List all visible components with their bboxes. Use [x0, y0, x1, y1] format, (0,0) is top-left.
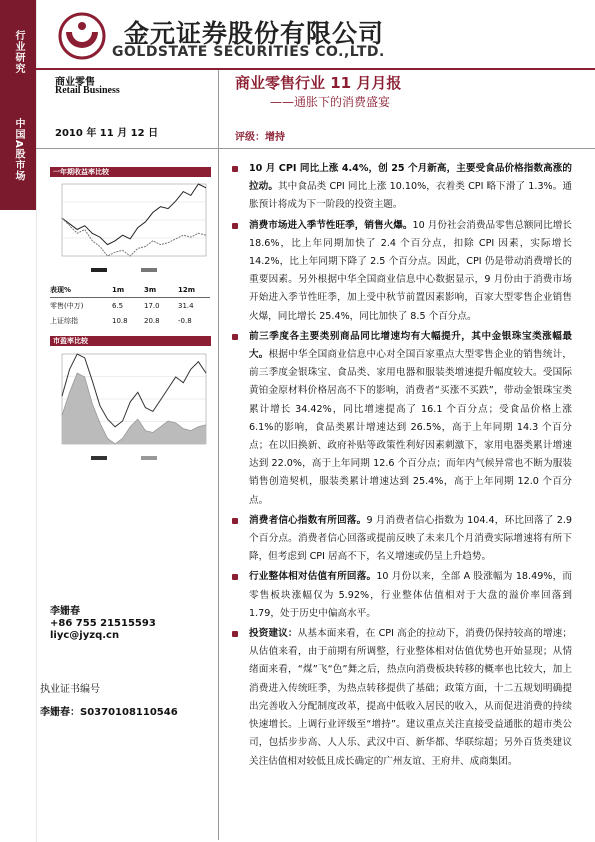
table-header-row — [50, 282, 210, 298]
bullet-lead: 消费者信心指数有所回落。 — [249, 514, 367, 526]
list-item — [232, 217, 572, 326]
bullet-lead: 10 月 CPI 同比上涨 4.4%，创 25 个月新高，主要受食品价格指数高涨的拉动。 — [249, 163, 572, 193]
yield-comparison-chart — [50, 178, 212, 278]
bullet-body: 根据中华全国商业信息中心对全国百家重点大型零售企业的销售统计，前三季度金银珠宝、食品类、家用电器和服装类增速提升幅度较大。受国际黄铂金原材料价格居高不下的影响，消费者“买涨不买跌”，带动金银珠宝类累计增长 34.42%，同比增速提高了 16.1 个百分点；受食品价格上涨 6.1%的影响，食品类累计增速达到 26.5%，高于上年同期 14.3 个百分点；在以旧换新、政府补贴等政策性利好因素刺激下，家用电器类累计增速达到 22.0%，高于上年同期 12.6 个百分点；而年内气候异常也不断为服装销售创造契机，服装类累计增速达到 25.4%，高于上年同期 12.0 个百分点。 — [249, 349, 573, 506]
legend-swatch — [141, 268, 157, 272]
column-divider — [218, 70, 219, 840]
analyst-email[interactable]: liyc@jyzq.cn — [50, 630, 120, 641]
list-item — [232, 160, 572, 215]
table-cell: 上证综指 — [50, 316, 78, 325]
left-strip-top — [0, 0, 36, 100]
header-rule — [36, 68, 595, 70]
legend-swatch — [91, 456, 107, 460]
bullet-body: 10 月份社会消费品零售总额同比增长 18.6%，比上年同期加快了 2.4 个百分点，扣除 CPI 因素，实际增长 14.2%，比上年同期下降了 2.5 个百分点。因此，CPI 仍是带动消费增长的重要因素。另外根据中华全国商业信息中心数据显示，9 月份由于消费市场开始进入季节性旺季，加上受中秋节前置因素影响，百家大型零售企业销售火爆，同比增长 25.4%，同比加快了 8.5 个百分点。 — [249, 219, 572, 322]
table-header-cell: 1m — [112, 285, 125, 294]
list-item — [232, 512, 572, 567]
series-line — [62, 218, 206, 256]
cert-value: 李姗春：S0370108110546 — [40, 707, 178, 718]
bullet-icon — [232, 631, 238, 637]
left-strip-mid — [0, 100, 36, 210]
chart2-heading: 市盈率比较 — [50, 336, 211, 346]
list-item — [232, 625, 572, 771]
chart1-heading: 一年期收益率比较 — [50, 167, 211, 177]
table-cell: -0.8 — [178, 316, 192, 325]
bullet-lead: 投资建议： — [249, 628, 298, 640]
logo-en: GOLDSTATE SECURITIES CO.,LTD. — [112, 44, 385, 60]
analyst-phone: +86 755 21515593 — [50, 618, 156, 629]
company-logo-icon — [58, 12, 106, 60]
analyst-name: 李姗春 — [50, 606, 80, 617]
analyst-contact — [50, 606, 156, 642]
report-title: 商业零售行业 11 月月报 — [235, 74, 402, 92]
table-cell: 10.8 — [112, 316, 128, 325]
sidebar-top-label: 行业研究 — [13, 30, 24, 74]
bullet-lead: 消费市场进入季节性旺季，销售火爆。 — [249, 219, 413, 231]
legend-swatch — [141, 456, 157, 460]
report-date: 2010 年 11 月 12 日 — [55, 128, 159, 139]
bullet-icon — [232, 166, 238, 172]
bullet-body: 其中食品类 CPI 同比上涨 10.10%，衣着类 CPI 略下滑了 1.3%。通胀预计将成为下一阶段的投资主题。 — [249, 181, 572, 211]
pe-comparison-chart — [50, 348, 212, 466]
bullet-body: 10 月份以来，全部 A 股涨幅为 18.49%，而零售板块涨幅仅为 5.92%，行业整体估值相对于大盘的溢价率回落到 1.79，处于历史中偏高水平。 — [249, 571, 572, 619]
bullet-body: 9 月消费者信心指数为 104.4，环比回落了 2.9 个百分点。消费者信心回落或提前反映了未来几个月消费实际增速将有所下降，但考虑到 CPI 居高不下，名义增速或仍呈上升趋势。 — [249, 514, 573, 563]
table-cell: 31.4 — [178, 301, 194, 310]
table-header-cell: 表现% — [50, 285, 72, 294]
sidebar-mid-label: 中国A股市场 — [13, 118, 24, 182]
bullet-body: 从基本面来看，在 CPI 高企的拉动下，消费仍保持较高的增速；从估值来看，由于前期有所调整，行业整体相对估值优势也开始显现；从情绪面来看，“煤”飞“色”舞之后，热点向消费板块转移的概率也比较大，加上消费进入传统旺季，为热点转移提供了基础；政策方面，十二五规划明确提出完善收入分配制度改革，提高中低收入居民的收入，从而促进消费的持续快速增长。上调行业评级至“增持”。建议重点关注直接受益通胀的超市类公司，包括步步高、人人乐、武汉中百、新华都、华联综超；另外百货类建议关注估值相对较低且成长确定的广州友谊、王府井、成商集团。 — [249, 628, 572, 767]
bullet-icon — [232, 518, 238, 524]
summary-bullets — [232, 160, 572, 771]
logo-cn: 金元证券股份有限公司 — [124, 19, 385, 48]
rating: 评级：增持 — [235, 132, 285, 143]
sector-en: Retail Business — [55, 85, 120, 96]
cert-label: 执业证书编号 — [40, 684, 100, 695]
table-cell: 17.0 — [144, 301, 160, 310]
bullet-icon — [232, 334, 238, 340]
bullet-icon — [232, 223, 238, 229]
legend-swatch — [91, 268, 107, 272]
table-row — [50, 298, 210, 313]
table-row — [50, 313, 210, 328]
sector-cn: 商业零售 — [55, 77, 95, 88]
performance-table — [50, 282, 210, 328]
bullet-lead: 前三季度各主要类别商品同比增速均有大幅提升，其中金银珠宝类涨幅最大。 — [249, 330, 572, 361]
table-cell: 20.8 — [144, 316, 160, 325]
bullet-lead: 行业整体相对估值有所回落。 — [249, 571, 377, 583]
table-cell: 零售(中万) — [50, 301, 84, 310]
list-item — [232, 328, 572, 510]
bullet-icon — [232, 574, 238, 580]
table-header-cell: 12m — [178, 285, 196, 294]
series-area — [62, 373, 206, 444]
sub-header-rule — [36, 148, 595, 149]
table-cell: 6.5 — [112, 301, 124, 310]
list-item — [232, 568, 572, 623]
report-subtitle: ——通胀下的消费盛宴 — [270, 95, 391, 109]
table-header-cell: 3m — [144, 285, 157, 294]
